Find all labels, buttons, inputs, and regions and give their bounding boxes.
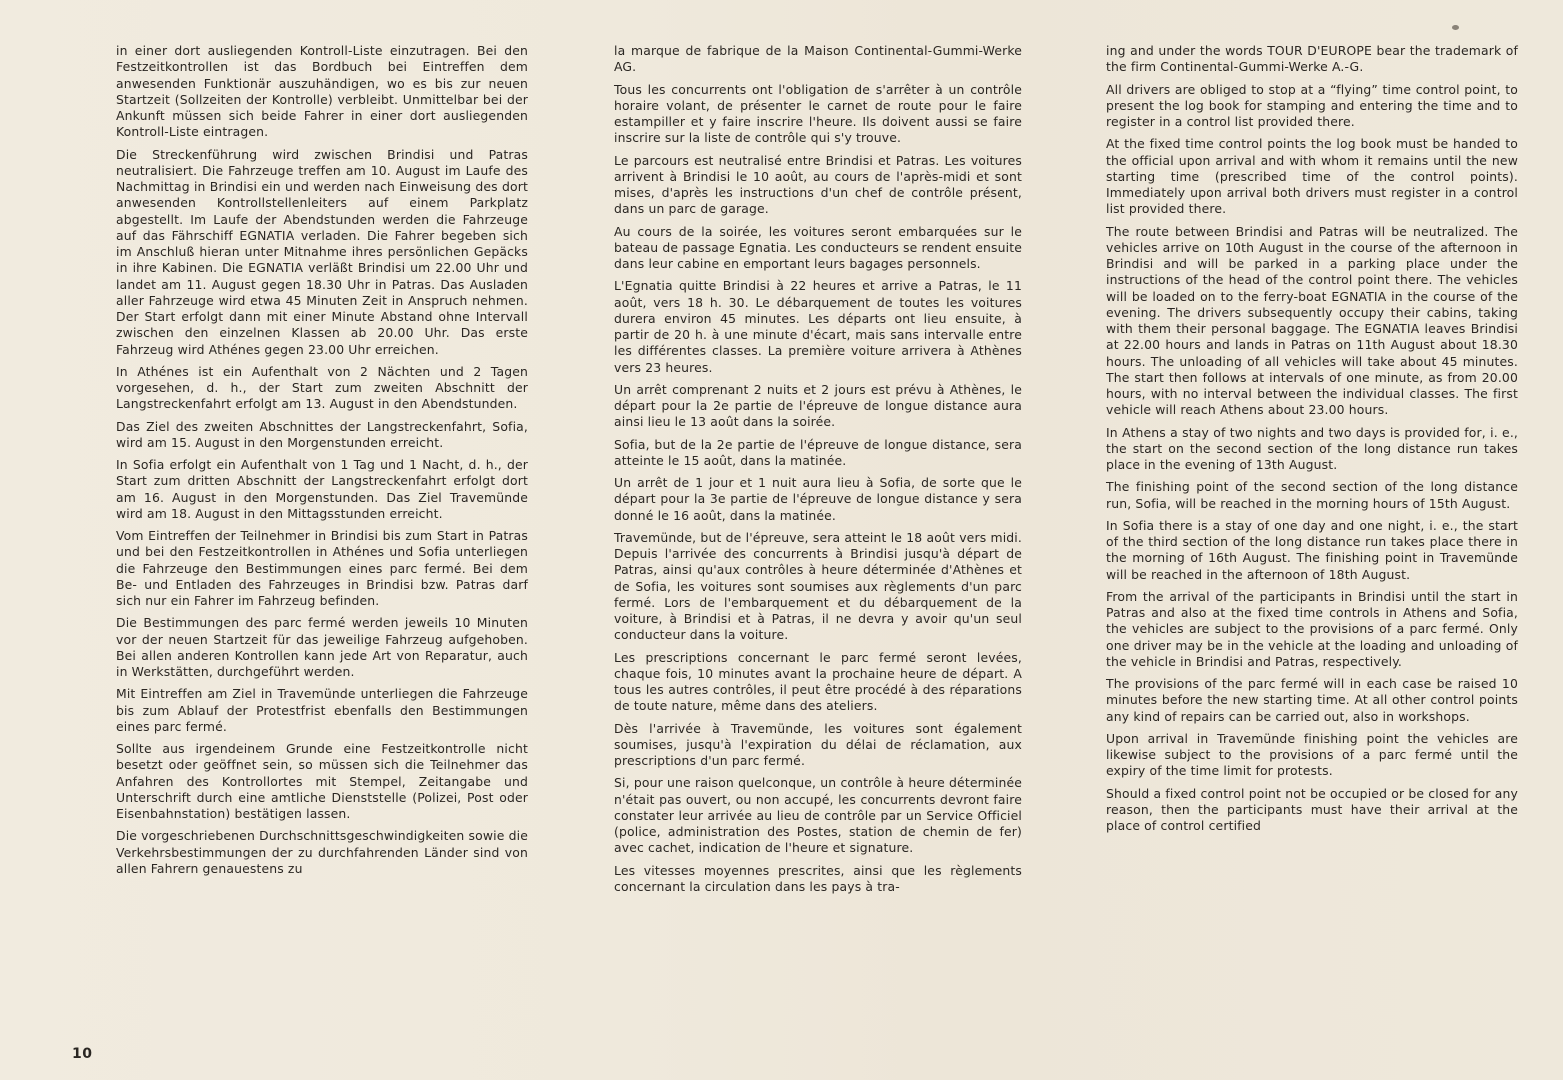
paragraph: In Athens a stay of two nights and two days is provided for, i. e., the start on the second section of the long distance run takes place in the evening of 13th August.: [1106, 424, 1518, 472]
paragraph: The provisions of the parc fermé will in each case be raised 10 minutes before the new starting time. At all other control points any kind of repairs can be carried out, also in workshops.: [1106, 676, 1518, 724]
paragraph: The finishing point of the second section of the long distance run, Sofia, will be reached in the morning hours of 15th August.: [1106, 479, 1518, 511]
paragraph: In Sofia there is a stay of one day and one night, i. e., the start of the third section of the long distance run takes place there in the morning of 16th August. The finishing point in Travemünde will be reached in the afternoon of 18th August.: [1106, 517, 1518, 582]
paragraph: Dès l'arrivée à Travemünde, les voitures sont également soumises, jusqu'à l'expiration du délai de réclamation, aux prescriptions d'un parc fermé.: [614, 720, 1022, 768]
paragraph: L'Egnatia quitte Brindisi à 22 heures et arrive a Patras, le 11 août, vers 18 h. 30. Le débarquement de toutes les voitures durera environ 45 minutes. Les départs ont lieu ensuite, à partir de 20 h. à une minute d'écart, mais sans intervalle entre les différentes classes. La première voiture arrivera à Athènes vers 23 heures.: [614, 278, 1022, 375]
paragraph: ing and under the words TOUR D'EUROPE bear the trademark of the firm Continental-Gummi-Werke A.-G.: [1106, 43, 1518, 75]
paragraph: Un arrêt comprenant 2 nuits et 2 jours est prévu à Athènes, le départ pour la 2e partie de l'épreuve de longue distance aura ainsi lieu le 13 août dans la soirée.: [614, 381, 1022, 430]
paragraph: Das Ziel des zweiten Abschnittes der Langstreckenfahrt, Sofia, wird am 15. August in den Morgenstunden erreicht.: [116, 418, 528, 450]
paragraph: Un arrêt de 1 jour et 1 nuit aura lieu à Sofia, de sorte que le départ pour la 3e partie de l'épreuve de longue distance y sera donné le 16 août, dans la matinée.: [614, 475, 1022, 523]
paragraph: Upon arrival in Travemünde finishing point the vehicles are likewise subject to the provisions of a parc fermé until the expiry of the time limit for protests.: [1106, 730, 1518, 779]
paragraph: Vom Eintreffen der Teilnehmer in Brindisi bis zum Start in Patras und bei den Festzeitkontrollen in Athénes und Sofia unterliegen die Fahrzeuge den Bestimmungen eines parc fermé. Bei dem Be- und Entladen des Fahrzeuges in Brindisi bzw. Patras darf sich nur ein Fahrer im Fahrzeug befinden.: [116, 528, 528, 608]
paragraph: Les vitesses moyennes prescrites, ainsi que les règlements concernant la circulation dans les pays à tra-: [614, 862, 1022, 894]
paragraph: Die Streckenführung wird zwischen Brindisi und Patras neutralisiert. Die Fahrzeuge treffen am 10. August im Laufe des Nachmittag in Brindisi ein und werden nach Einweisung des dort anwesenden Kontrollstellenleiters auf einem Parkplatz abgestellt. Im Laufe der Abendstunden werden die Fahrzeuge auf das Fährschiff EGNATIA verladen. Die Fahrer begeben sich im Anschluß hieran unter Mitnahme ihres persönlichen Gepäcks in ihre Kabinen. Die EGNATIA verläßt Brindisi um 22.00 Uhr und landet am 11. August gegen 18.30 Uhr in Patras. Das Ausladen aller Fahrzeuge wird etwa 45 Minuten Zeit in Anspruch nehmen. Der Start erfolgt dann mit einer Minute Abstand ohne Intervall zwischen den einzelnen Klassen ab 20.00 Uhr. Das erste Fahrzeug wird Athénes gegen 23.00 Uhr erreichen.: [116, 146, 528, 357]
paragraph: All drivers are obliged to stop at a “flying” time control point, to present the log book for stamping and entering the time and to register in a control list provided there.: [1106, 81, 1518, 129]
paragraph: Si, pour une raison quelconque, un contrôle à heure déterminée n'était pas ouvert, ou non accupé, les concurrents devront faire constater leur arrivée au lieu de contrôle par un Service Officiel (police, administration des Postes, station de chemin de fer) avec cachet, indication de l'heure et signature.: [614, 775, 1022, 856]
paragraph: At the fixed time control points the log book must be handed to the official upon arrival and with whom it remains until the new starting time (prescribed time of the control points). Immediately upon arrival both drivers must register in a control list provided there.: [1106, 136, 1518, 217]
paragraph: Le parcours est neutralisé entre Brindisi et Patras. Les voitures arrivent à Brindisi le 10 août, au cours de l'après-midi et sont mises, d'après les instructions d'un chef de contrôle présent, dans un parc de garage.: [614, 152, 1022, 217]
paragraph: Travemünde, but de l'épreuve, sera atteint le 18 août vers midi. Depuis l'arrivée des concurrents à Brindisi jusqu'à départ de Patras, ainsi qu'aux contrôles à heure déterminée d'Athènes et de Sofia, les voitures sont soumises aux règlements d'un parc fermé. Lors de l'embarquement et du débarquement de la voiture, à Brindisi et à Patras, il ne devra y avoir qu'un seul conducteur dans la voiture.: [614, 529, 1022, 643]
paragraph: Mit Eintreffen am Ziel in Travemünde unterliegen die Fahrzeuge bis zum Ablauf der Protestfrist ebenfalls den Bestimmungen eines parc fermé.: [116, 686, 528, 734]
paragraph: Die vorgeschriebenen Durchschnittsgeschwindigkeiten sowie die Verkehrsbestimmungen der zu durchfahrenden Länder sind von allen Fahrern genauestens zu: [116, 828, 528, 876]
paragraph: From the arrival of the participants in Brindisi until the start in Patras and also at the fixed time controls in Athens and Sofia, the vehicles are subject to the provisions of a parc fermé. Only one driver may be in the vehicle at the loading and unloading of the vehicle in Brindisi and Patras, respectively.: [1106, 588, 1518, 669]
paragraph: la marque de fabrique de la Maison Continental-Gummi-Werke AG.: [614, 43, 1022, 75]
german-column: [116, 43, 528, 883]
french-column: [614, 43, 1022, 901]
page-number: 10: [72, 1046, 93, 1062]
paragraph: in einer dort ausliegenden Kontroll-Liste einzutragen. Bei den Festzeitkontrollen ist das Bordbuch bei Eintreffen dem anwesenden Funktionär auszuhändigen, wo es bis zur neuen Startzeit (Sollzeiten der Kontrolle) verbleibt. Unmittelbar bei der Ankunft müssen sich beide Fahrer in einer dort ausliegenden Kontroll-Liste eintragen.: [116, 43, 528, 140]
paragraph: Les prescriptions concernant le parc fermé seront levées, chaque fois, 10 minutes avant la prochaine heure de départ. A tous les autres contrôles, il peut être procédé à des réparations de toute nature, même dans des ateliers.: [614, 649, 1022, 714]
paragraph: Tous les concurrents ont l'obligation de s'arrêter à un contrôle horaire volant, de présenter le carnet de route pour le faire estampiller et y faire inscrire l'heure. Ils doivent aussi se faire inscrire sur la liste de contrôle qui s'y trouve.: [614, 81, 1022, 146]
paragraph: In Athénes ist ein Aufenthalt von 2 Nächten und 2 Tagen vorgesehen, d. h., der Start zum zweiten Abschnitt der Langstreckenfahrt erfolgt am 13. August in den Abendstunden.: [116, 363, 528, 412]
paragraph: Should a fixed control point not be occupied or be closed for any reason, then the participants must have their arrival at the place of control certified: [1106, 785, 1518, 833]
paragraph: Sofia, but de la 2e partie de l'épreuve de longue distance, sera atteinte le 15 août, dans la matinée.: [614, 436, 1022, 468]
paragraph: Die Bestimmungen des parc fermé werden jeweils 10 Minuten vor der neuen Startzeit für das jeweilige Fahrzeug aufgehoben. Bei allen anderen Kontrollen kann jede Art von Reparatur, auch in Werkstätten, durchgeführt werden.: [116, 615, 528, 679]
paragraph: In Sofia erfolgt ein Aufenthalt von 1 Tag und 1 Nacht, d. h., der Start zum dritten Abschnitt der Langstreckenfahrt erfolgt dort am 16. August in den Morgenstunden. Das Ziel Travemünde wird am 18. August in den Mittagsstunden erreicht.: [116, 457, 528, 521]
english-column: [1106, 43, 1518, 840]
paragraph: Sollte aus irgendeinem Grunde eine Festzeitkontrolle nicht besetzt oder geöffnet sein, so müssen sich die Teilnehmer das Anfahren des Kontrollortes mit Stempel, Zeitangabe und Unterschrift durch eine amtliche Dienststelle (Polizei, Post oder Eisenbahnstation) bestätigen lassen.: [116, 741, 528, 821]
print-speck: [1452, 25, 1459, 30]
paragraph: Au cours de la soirée, les voitures seront embarquées sur le bateau de passage Egnatia. Les conducteurs se rendent ensuite dans leur cabine en emportant leurs bagages personnels.: [614, 223, 1022, 271]
paragraph: The route between Brindisi and Patras will be neutralized. The vehicles arrive on 10th August in the course of the afternoon in Brindisi and will be parked in a parking place under the instructions of the head of the control point there. The vehicles will be loaded on to the ferry-boat EGNATIA in the course of the evening. The drivers subsequently occupy their cabins, taking with them their personal baggage. The EGNATIA leaves Brindisi at 22.00 hours and lands in Patras on 11th August about 18.30 hours. The unloading of all vehicles will take about 45 minutes. The start then follows at intervals of one minute, as from 20.00 hours, with no interval between the individual classes. The first vehicle will reach Athens about 23.00 hours.: [1106, 223, 1518, 418]
